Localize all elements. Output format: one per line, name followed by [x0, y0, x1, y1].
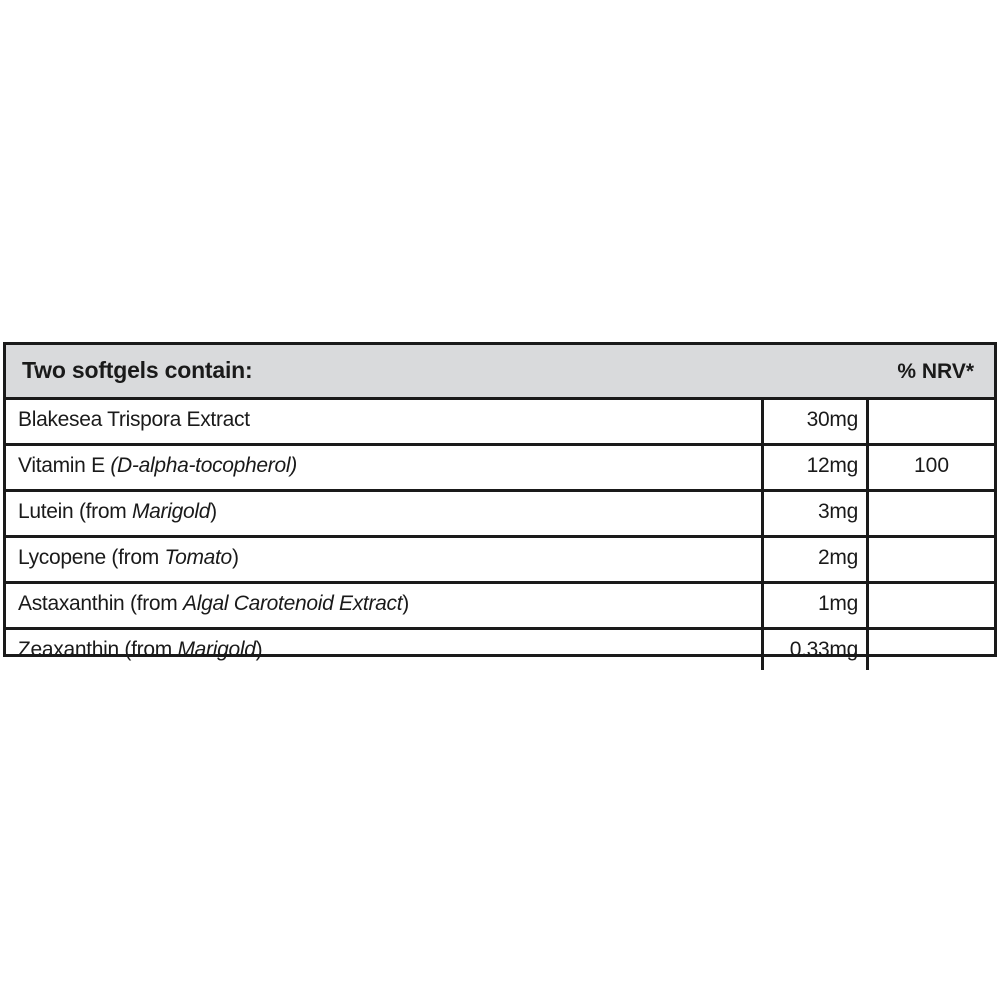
- ingredient-name: [18, 592, 409, 616]
- ingredient-amount: 2mg: [818, 546, 858, 569]
- nrv-column-header: % NRV*: [897, 360, 974, 383]
- column-divider: [866, 630, 869, 670]
- ingredient-label: Blakesea Trispora Extract: [18, 408, 250, 431]
- ingredient-name: [18, 408, 250, 432]
- ingredient-source-suffix: ): [210, 500, 217, 523]
- ingredient-source-suffix: ): [402, 592, 409, 615]
- table-row: [6, 630, 994, 670]
- ingredient-label: Astaxanthin (from: [18, 592, 183, 615]
- ingredient-source: (D-alpha-tocopherol): [110, 454, 297, 477]
- ingredient-name: [18, 454, 297, 478]
- ingredient-label: Vitamin E: [18, 454, 111, 477]
- column-divider: [866, 584, 869, 627]
- ingredient-label: Zeaxanthin (from: [18, 638, 178, 661]
- ingredient-source: Marigold: [131, 500, 211, 523]
- table-row: [6, 538, 994, 584]
- table-title: Two softgels contain:: [22, 357, 253, 383]
- ingredient-label: Lycopene (from: [18, 546, 165, 569]
- ingredient-source-suffix: ): [255, 638, 263, 661]
- ingredient-label: Lutein (from: [18, 500, 132, 523]
- column-divider: [866, 492, 869, 535]
- table-header: [6, 345, 994, 400]
- column-divider: [866, 400, 869, 443]
- ingredient-amount: 1mg: [818, 592, 858, 615]
- table-row: [6, 400, 994, 446]
- table-row: [6, 446, 994, 492]
- nutrition-table: [3, 342, 997, 661]
- table-row: [6, 584, 994, 630]
- ingredient-source: Tomato: [164, 546, 232, 569]
- ingredient-amount: 30mg: [806, 408, 858, 431]
- ingredient-name: [18, 546, 239, 570]
- ingredient-name: [18, 638, 262, 662]
- column-divider: [866, 538, 869, 581]
- ingredient-source: Marigold: [177, 638, 256, 661]
- ingredient-source: Algal Carotenoid Extract: [183, 592, 403, 615]
- ingredient-amount: 3mg: [818, 500, 858, 523]
- ingredient-name: [18, 500, 217, 524]
- table-row: [6, 492, 994, 538]
- ingredient-nrv: 100: [913, 454, 950, 477]
- ingredient-amount: 0.33mg: [789, 638, 858, 661]
- ingredient-amount: 12mg: [806, 454, 858, 477]
- ingredient-source-suffix: ): [231, 546, 239, 569]
- table-body: [6, 400, 994, 670]
